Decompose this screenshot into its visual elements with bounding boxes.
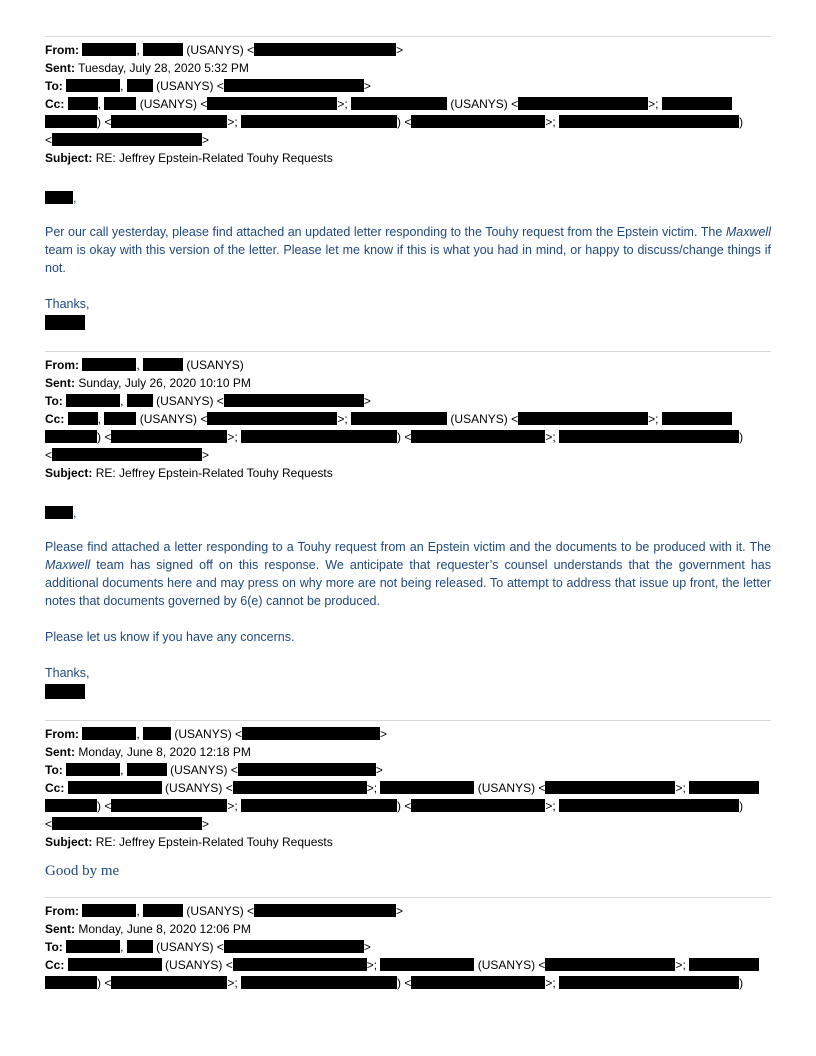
redaction [411, 115, 545, 128]
redaction [207, 412, 337, 425]
from-line: From: , (USANYS) < > [45, 43, 404, 57]
email-body-para: Please let us know if you have any concerns. [45, 630, 295, 644]
to-label: To: [45, 763, 63, 777]
sent-line [45, 743, 771, 761]
redaction [559, 976, 739, 989]
cc-label: Cc: [45, 97, 65, 111]
cc-line-cont: < > [45, 448, 210, 462]
redaction [241, 115, 397, 128]
redaction [380, 781, 474, 794]
to-label: To: [45, 940, 63, 954]
org-label: (USANYS) [170, 763, 228, 777]
redaction [411, 430, 545, 443]
from-line: From: , (USANYS) < > [45, 904, 404, 918]
redaction [82, 43, 136, 56]
redaction [45, 976, 97, 989]
redaction [45, 115, 97, 128]
sent-line [45, 59, 771, 77]
redaction [127, 940, 153, 953]
from-label: From: [45, 43, 79, 57]
org-label: (USANYS) [156, 940, 214, 954]
redaction [689, 958, 759, 971]
redaction [351, 97, 447, 110]
org-label: (USANYS) [477, 781, 536, 795]
redaction [241, 430, 397, 443]
body-text: Please find attached a letter responding to a Touhy request from an Epstein victim and the documents to be produced with it. The [45, 540, 771, 554]
org-label: (USANYS) [186, 358, 244, 372]
redaction [111, 799, 227, 812]
signoff: Thanks, [45, 297, 90, 311]
redaction [45, 506, 73, 519]
body-text: team is okay with this version of the letter. Please let me know if this is what you had in mind, or happy to discuss/change things if not. [45, 243, 771, 275]
cc-label: Cc: [45, 781, 65, 795]
redaction [559, 115, 739, 128]
subject-label: Subject: [45, 151, 93, 165]
cc-line: Cc: (USANYS) < >; (USANYS) < >; [45, 779, 771, 797]
org-label: (USANYS) [139, 97, 198, 111]
sent-line [45, 920, 771, 938]
redaction [127, 394, 153, 407]
reply-text: Good by me [45, 863, 120, 879]
org-label: (USANYS) [450, 412, 508, 426]
redaction [45, 430, 97, 443]
redaction [545, 958, 675, 971]
comma: , [73, 191, 77, 205]
redaction [233, 958, 367, 971]
body-italic: Maxwell [45, 558, 91, 572]
body-text: Per our call yesterday, please find attached an updated letter responding to the Touhy request from the Epstein victim. [45, 225, 698, 239]
to-line: To: , (USANYS) < > [45, 79, 371, 93]
subject-line [45, 149, 771, 167]
redaction [224, 394, 364, 407]
redaction [689, 781, 759, 794]
sent-line [45, 374, 771, 392]
org-label: (USANYS) [186, 904, 244, 918]
redaction [111, 430, 227, 443]
redaction [66, 763, 120, 776]
divider [45, 351, 771, 352]
from-line: From: , (USANYS) < > [45, 727, 388, 741]
from-label: From: [45, 358, 79, 372]
redaction [143, 358, 183, 371]
subject-label: Subject: [45, 835, 93, 849]
org-label: (USANYS) [156, 394, 214, 408]
redaction [143, 727, 171, 740]
body-text: team has signed off on this response. We anticipate that requester’s counsel understands that the government has additional documents here and may press on why more are not being released. To attempt to address that issue up front, the letter notes that documents governed by 6(e) cannot be produced. [45, 558, 771, 608]
sent-label: Sent: [45, 61, 75, 75]
sent-label: Sent: [45, 745, 75, 759]
salutation: , [45, 504, 771, 522]
redaction [82, 358, 136, 371]
cc-label: Cc: [45, 958, 65, 972]
org-label: (USANYS) [186, 43, 244, 57]
redaction [68, 97, 98, 110]
redaction [518, 412, 648, 425]
redaction [254, 43, 396, 56]
redaction [104, 412, 136, 425]
cc-line-cont: ) < >; ) < >; ) [45, 797, 771, 815]
subject-text: RE: Jeffrey Epstein-Related Touhy Requests [95, 835, 333, 849]
redaction [143, 43, 183, 56]
subject-text: RE: Jeffrey Epstein-Related Touhy Requests [95, 151, 333, 165]
redaction [233, 781, 367, 794]
redaction [207, 97, 337, 110]
redaction [351, 412, 447, 425]
divider [45, 36, 771, 37]
redaction [82, 904, 136, 917]
sent-date: Tuesday, July 28, 2020 5:32 PM [78, 61, 249, 75]
redaction [241, 976, 397, 989]
to-line: To: , (USANYS) < > [45, 940, 371, 954]
redaction [68, 781, 162, 794]
sent-date: Monday, June 8, 2020 12:06 PM [78, 922, 251, 936]
body-italic: Maxwell [725, 225, 771, 239]
redaction [238, 763, 376, 776]
email-body [45, 223, 771, 277]
redaction [559, 799, 739, 812]
email-thread [45, 36, 771, 992]
email-header [45, 356, 771, 482]
org-label: (USANYS) [165, 781, 223, 795]
to-label: To: [45, 394, 63, 408]
sent-date: Monday, June 8, 2020 12:18 PM [78, 745, 251, 759]
from-label: From: [45, 727, 79, 741]
cc-line-cont: < > [45, 133, 210, 147]
subject-line [45, 464, 771, 482]
email-body [45, 538, 771, 610]
redaction [66, 394, 120, 407]
redaction [545, 781, 675, 794]
sent-label: Sent: [45, 376, 75, 390]
org-label: (USANYS) [165, 958, 223, 972]
redaction [662, 412, 732, 425]
redaction [66, 940, 120, 953]
redaction [224, 940, 364, 953]
cc-line-cont: ) < >; ) < >; ) [45, 428, 771, 446]
redaction [411, 799, 545, 812]
redaction [411, 976, 545, 989]
redaction [52, 817, 202, 830]
redaction [518, 97, 648, 110]
redaction [45, 799, 97, 812]
sent-label: Sent: [45, 922, 75, 936]
org-label: (USANYS) [156, 79, 214, 93]
signoff: Thanks, [45, 666, 90, 680]
redaction [82, 727, 136, 740]
redaction [66, 79, 120, 92]
email-header [45, 902, 771, 992]
redaction [241, 799, 397, 812]
cc-line: Cc: , (USANYS) < >; (USANYS) < >; [45, 410, 771, 428]
redaction [662, 97, 732, 110]
org-label: (USANYS) [450, 97, 508, 111]
email-header [45, 725, 771, 851]
cc-line-cont: < > [45, 817, 210, 831]
to-label: To: [45, 79, 63, 93]
org-label: (USANYS) [477, 958, 536, 972]
redaction [111, 976, 227, 989]
redaction [45, 684, 85, 699]
redaction [380, 958, 474, 971]
salutation [45, 189, 771, 207]
redaction [45, 191, 73, 204]
redaction [111, 115, 227, 128]
divider [45, 720, 771, 721]
email-header [45, 41, 771, 167]
cc-line: Cc: , (USANYS) < >; (USANYS) < >; [45, 95, 771, 113]
subject-text: RE: Jeffrey Epstein-Related Touhy Requests [95, 466, 333, 480]
body-text: The [700, 225, 723, 239]
redaction [68, 958, 162, 971]
redaction [45, 315, 85, 330]
cc-line-cont: ) < >; ) < >; ) [45, 974, 771, 992]
redaction [127, 79, 153, 92]
cc-line: Cc: (USANYS) < >; (USANYS) < >; [45, 956, 771, 974]
org-label: (USANYS) [139, 412, 198, 426]
cc-label: Cc: [45, 412, 65, 426]
redaction [242, 727, 380, 740]
from-line: From: , (USANYS) [45, 358, 244, 372]
redaction [104, 97, 136, 110]
subject-line [45, 833, 771, 851]
to-line: To: , (USANYS) < > [45, 763, 383, 777]
redaction [52, 133, 202, 146]
from-label: From: [45, 904, 79, 918]
subject-label: Subject: [45, 466, 93, 480]
redaction [559, 430, 739, 443]
redaction [52, 448, 202, 461]
redaction [224, 79, 364, 92]
signature [45, 315, 771, 333]
to-line: To: , (USANYS) < > [45, 394, 371, 408]
comma: , [136, 43, 140, 57]
sent-date: Sunday, July 26, 2020 10:10 PM [78, 376, 251, 390]
redaction [68, 412, 98, 425]
divider [45, 897, 771, 898]
redaction [143, 904, 183, 917]
cc-line-cont: ) < >; ) < >; ) [45, 113, 771, 131]
signature [45, 684, 771, 702]
org-label: (USANYS) [174, 727, 232, 741]
redaction [127, 763, 167, 776]
redaction [254, 904, 396, 917]
